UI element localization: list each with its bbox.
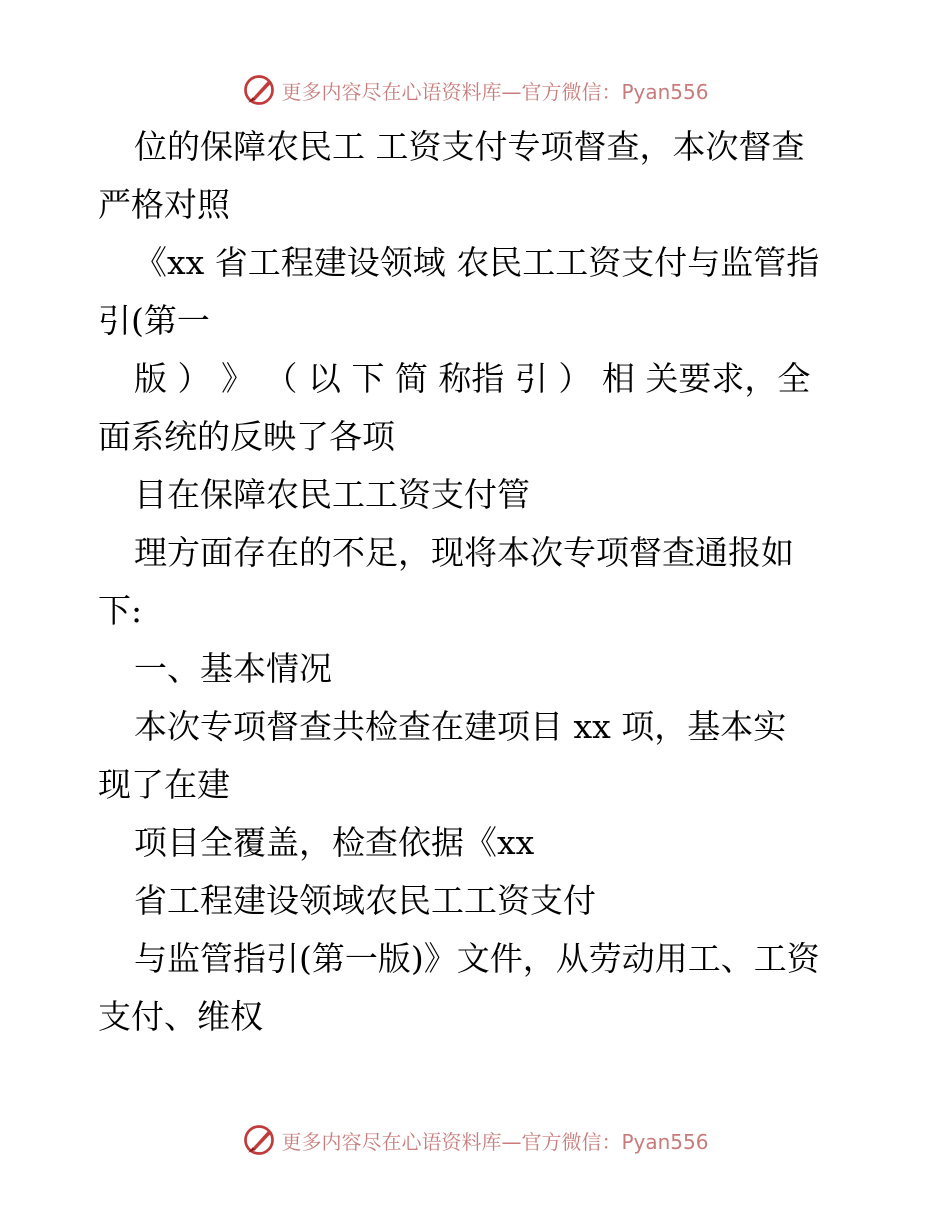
paragraph-line: 面系统的反映了各项 [98, 417, 395, 456]
paragraph-line: 与监管指引(第一版)》文件，从劳动用工、工资 [134, 939, 820, 978]
paragraph-line: 目在保障农民工工资支付管 [134, 475, 530, 514]
paragraph-line: 位的保障农民工 工资支付专项督查，本次督查 [134, 127, 805, 166]
paragraph-line: 现了在建 [98, 765, 230, 804]
section-heading: 一、基本情况 [134, 649, 332, 688]
paragraph-line: 省工程建设领域农民工工资支付 [134, 881, 596, 920]
paragraph-line: 引(第一 [98, 301, 210, 340]
header-watermark [0, 70, 950, 110]
paragraph-line: 下: [98, 591, 143, 630]
paragraph-line: 支付、维权 [98, 997, 263, 1036]
footer-watermark-text: 更多内容尽在心语资料库—官方微信：Pyan556 [281, 1129, 709, 1154]
footer-watermark [0, 1120, 950, 1160]
paragraph-line: 理方面存在的不足，现将本次专项督查通报如 [134, 533, 794, 572]
paragraph-line: 版 ） 》 （ 以 下 简 称指 引 ） 相 关要求，全 [134, 359, 811, 398]
pen-logo-icon [241, 1122, 277, 1158]
paragraph-line: 本次专项督查共检查在建项目 xx 项，基本实 [134, 707, 787, 746]
paragraph-line: 项目全覆盖，检查依据《xx [134, 823, 535, 862]
paragraph-line: 《xx 省工程建设领域 农民工工资支付与监管指 [134, 243, 820, 282]
pen-logo-icon [241, 72, 277, 108]
header-watermark-text: 更多内容尽在心语资料库—官方微信：Pyan556 [281, 79, 709, 104]
paragraph-line: 严格对照 [98, 185, 230, 224]
document-body [98, 118, 868, 1046]
